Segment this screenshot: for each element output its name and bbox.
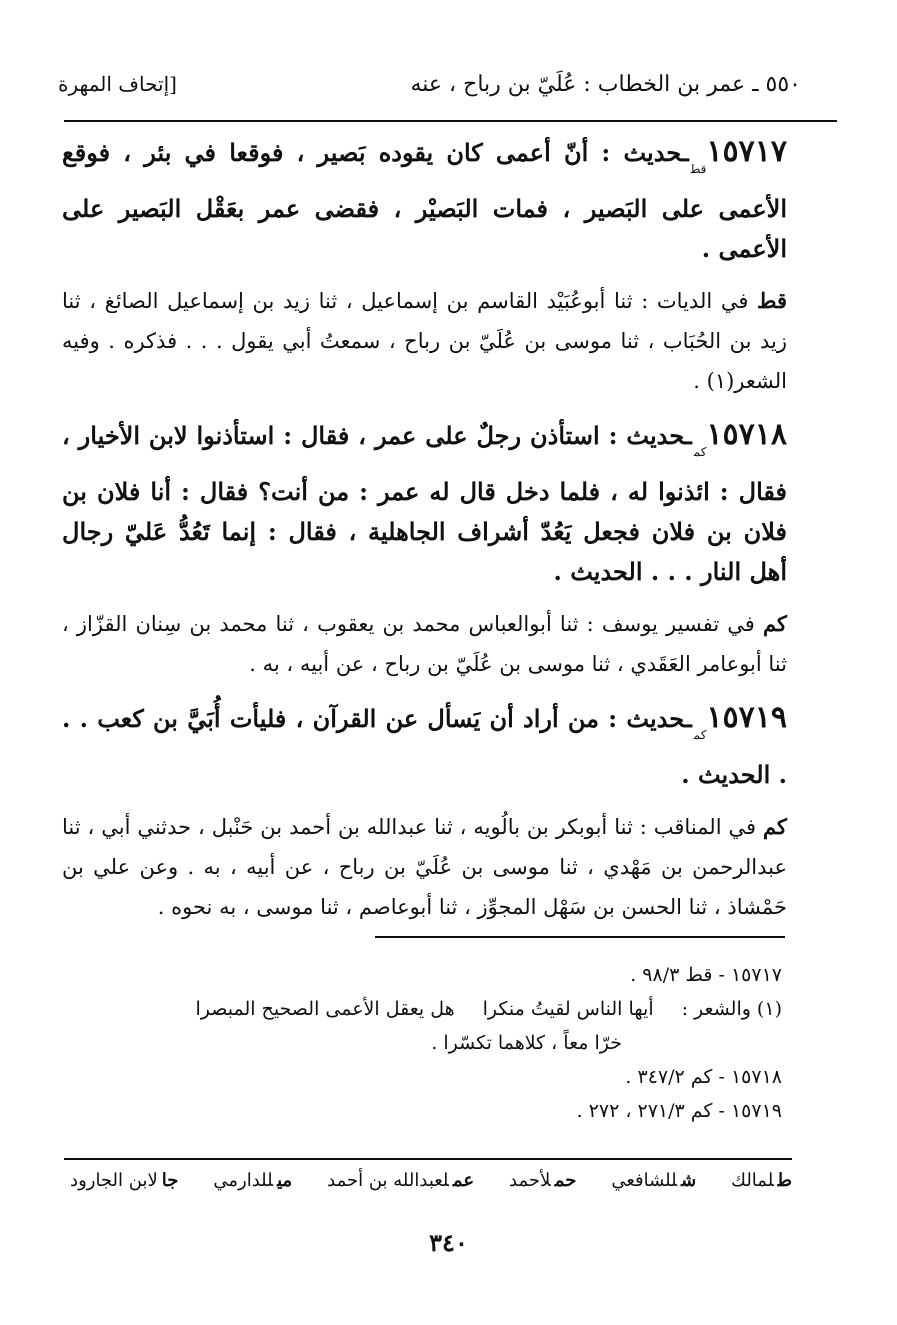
header-book-title: [إتحاف المهرة <box>58 72 177 96</box>
poem-hemistich: هل يعقل الأعمى الصحيح المبصرا <box>195 998 455 1020</box>
abbreviations-rule <box>64 1158 792 1160</box>
footnote-ref: ١٥٧١٩ - كم ٢٧١/٣ ، ٢٧٢ . <box>576 1100 782 1122</box>
abbreviation-item: ميللدارمي <box>213 1170 293 1191</box>
source-paragraph <box>62 281 787 401</box>
abbreviation-item: عملعبدالله بن أحمد <box>327 1170 475 1191</box>
source-code: قط <box>690 162 707 176</box>
hadith-entry <box>62 132 787 269</box>
abbreviation-item: جالابن الجارود <box>70 1170 179 1191</box>
hadith-entry <box>62 698 787 795</box>
hadith-number: ١٥٧١٨ <box>706 417 787 452</box>
header-rule <box>64 120 837 122</box>
header-chapter-title: ٥٥٠ ـ عمر بن الخطاب : عُلَيّ بن رباح ، عنه <box>410 71 801 97</box>
poem-line: خرّا معاً ، كلاهما تكسّرا . <box>431 1032 622 1054</box>
source-text: في المناقب : ثنا أبوبكر بن بالُويه ، ثنا عبدالله بن أحمد بن حَنْبل ، حدثني أبي ، ثنا عبدالرحمن بن مَهْدي ، ثنا موسى بن عُلَيّ بن رباح ، عن أبيه ، به . وعن علي بن حَمْشاذ ، ثنا الحسن بن سَهْل المجوِّز ، ثنا أبوعاصم ، ثنا موسى ، به نحوه . <box>62 815 787 919</box>
abbreviations-key <box>70 1170 792 1191</box>
footnote-poem <box>130 992 782 1026</box>
source-abbrev: قط <box>757 288 787 313</box>
source-code: كم <box>693 445 707 459</box>
footnote-ref: ١٥٧١٧ - قط ٩٨/٣ . <box>630 964 782 986</box>
footnote-rule <box>375 936 785 938</box>
hadith-number: ١٥٧١٧ <box>706 134 787 169</box>
abbreviation-item: طلمالك <box>731 1170 792 1191</box>
running-header <box>58 66 801 102</box>
abbreviation-item: حملأحمد <box>509 1170 577 1191</box>
source-text: في الديات : ثنا أبوعُبَيْد القاسم بن إسماعيل ، ثنا زيد بن إسماعيل الصائغ ، ثنا زيد بن الحُبَاب ، ثنا موسى بن عُلَيّ بن رباح ، سمعتُ أبي يقول . . . فذكره . وفيه الشعر(١) . <box>62 289 787 393</box>
source-abbrev: كم <box>763 611 787 636</box>
source-abbrev: كم <box>763 814 787 839</box>
footnotes <box>130 958 782 1128</box>
source-paragraph <box>62 807 787 927</box>
source-code: كم <box>693 728 707 742</box>
main-text <box>62 132 787 941</box>
source-text: في تفسير يوسف : ثنا أبوالعباس محمد بن يعقوب ، ثنا محمد بن سِنان القزّاز ، ثنا أبوعامر العَقَدي ، ثنا موسى بن عُلَيّ بن رباح ، عن أبيه ، به . <box>62 612 787 676</box>
hadith-entry <box>62 415 787 592</box>
hadith-text: ـحديث : من أراد أن يَسأل عن القرآن ، فليأت أُبَيَّ بن كعب . . . الحديث . <box>62 704 787 789</box>
abbreviation-item: شللشافعي <box>611 1170 697 1191</box>
footnote-ref: ١٥٧١٨ - كم ٣٤٧/٢ . <box>625 1066 782 1088</box>
page-number: ٣٤٠ <box>429 1228 468 1257</box>
source-paragraph <box>62 604 787 684</box>
hadith-text: ـحديث : استأذن رجلٌ على عمر ، فقال : استأذنوا لابن الأخيار ، فقال : ائذنوا له ، فلما دخل قال له عمر : من أنت؟ فقال : أنا فلان بن فلان بن فلان فجعل يَعُدّ أشراف الجاهلية ، فقال : إنما تَعُدُّ عَليّ رجال أهل النار . . . الحديث . <box>62 421 787 586</box>
hadith-text: ـحديث : أنّ أعمى كان يقوده بَصير ، فوقعا في بئر ، فوقع الأعمى على البَصير ، فمات البَصيْر ، فقضى عمر بعَقْل البَصير على الأعمى . <box>62 138 788 263</box>
poem-intro: (١) والشعر : <box>681 998 782 1020</box>
poem-hemistich: أيها الناس لقيتُ منكرا <box>482 998 654 1020</box>
hadith-number: ١٥٧١٩ <box>706 700 787 735</box>
